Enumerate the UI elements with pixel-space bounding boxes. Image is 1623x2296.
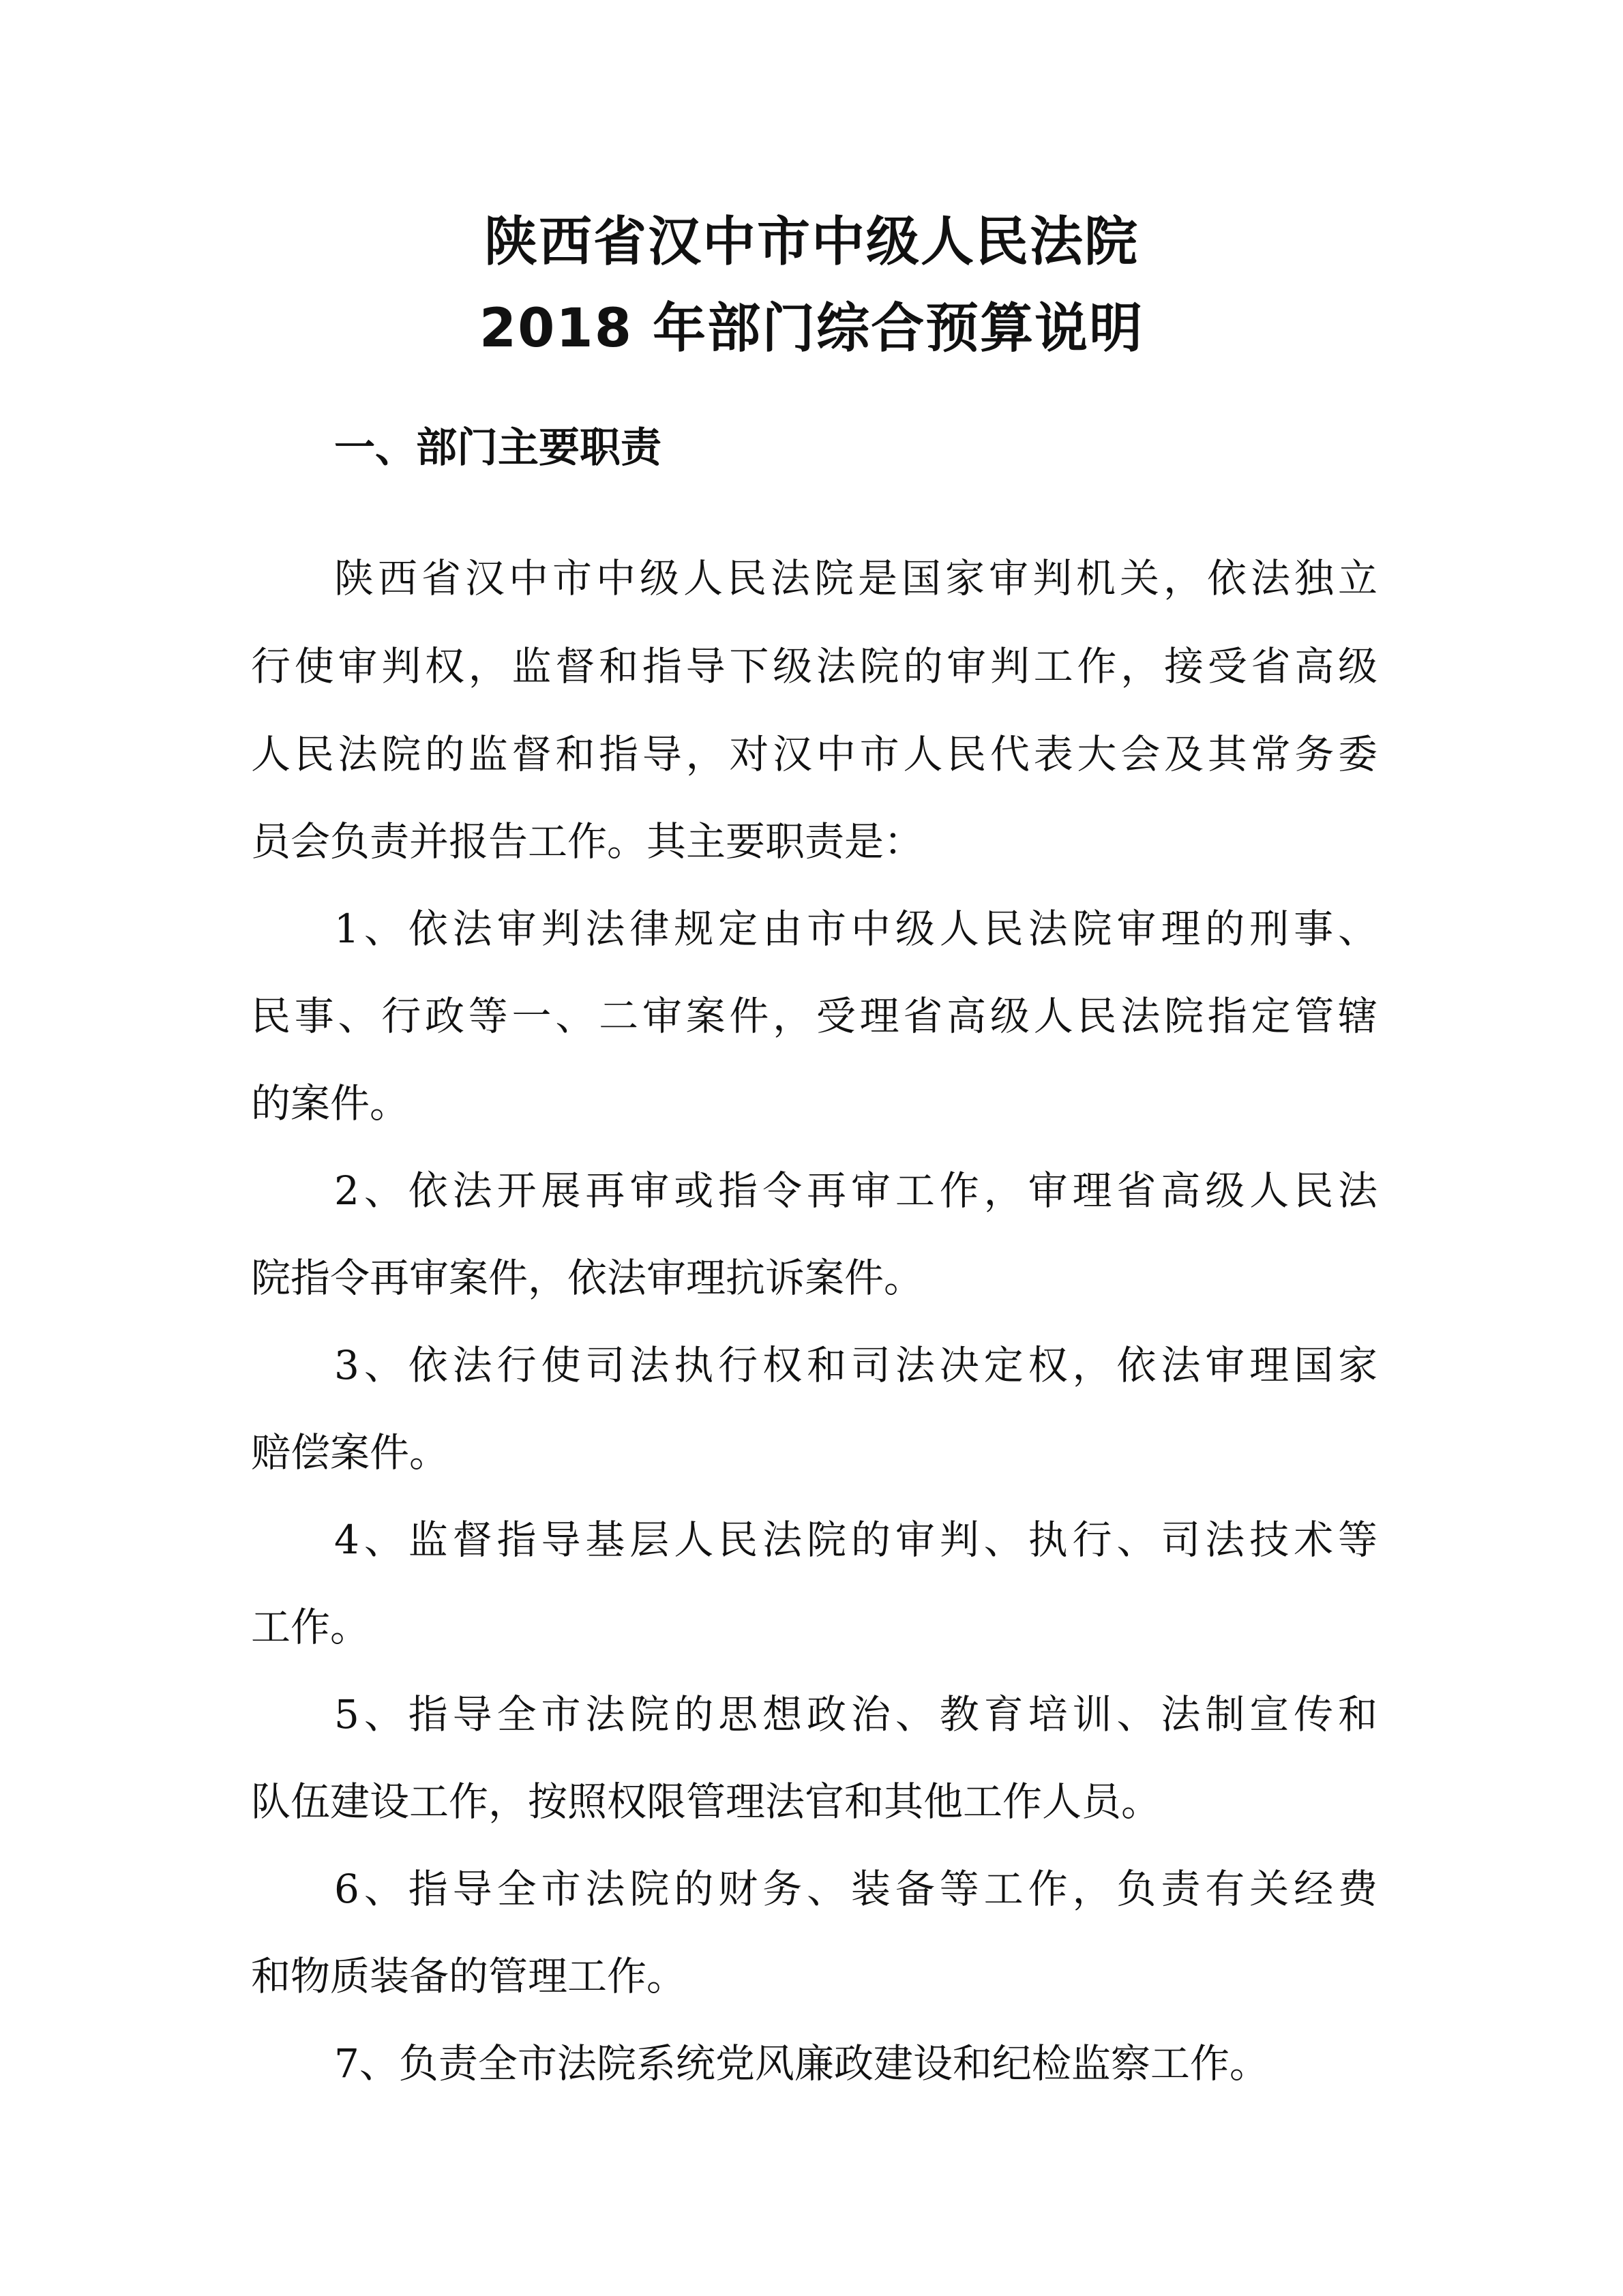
duty-item-1-line: 民事、行政等一、二审案件，受理省高级人民法院指定管辖: [251, 993, 1378, 1039]
intro-paragraph-line: 陕西省汉中市中级人民法院是国家审判机关，依法独立: [334, 555, 1378, 601]
duty-item-3-line: 赔偿案件。: [251, 1429, 449, 1476]
duty-item-5-line: 5、指导全市法院的思想政治、教育培训、法制宣传和: [334, 1691, 1378, 1738]
duty-item-2-line: 院指令再审案件，依法审理抗诉案件。: [251, 1255, 924, 1301]
document-title-line-1: 陕西省汉中市中级人民法院: [483, 211, 1139, 273]
duty-item-7-line: 7、负责全市法院系统党风廉政建设和纪检监察工作。: [334, 2040, 1269, 2087]
intro-paragraph-line: 人民法院的监督和指导，对汉中市人民代表大会及其常务委: [251, 731, 1378, 777]
section-heading: 一、部门主要职责: [334, 424, 661, 472]
duty-item-6-line: 6、指导全市法院的财务、装备等工作，负责有关经费: [334, 1866, 1378, 1912]
document-title-line-2: 2018 年部门综合预算说明: [479, 298, 1144, 359]
intro-paragraph-line: 员会负责并报告工作。其主要职责是：: [251, 818, 924, 865]
duty-item-5-line: 队伍建设工作，按照权限管理法官和其他工作人员。: [251, 1778, 1161, 1825]
duty-item-4-line: 工作。: [251, 1604, 370, 1650]
duty-item-1-line: 的案件。: [251, 1080, 410, 1127]
intro-paragraph-line: 行使审判权，监督和指导下级法院的审判工作，接受省高级: [251, 643, 1378, 689]
duty-item-1-line: 1、依法审判法律规定由市中级人民法院审理的刑事、: [334, 906, 1378, 952]
duty-item-4-line: 4、监督指导基层人民法院的审判、执行、司法技术等: [334, 1517, 1378, 1563]
duty-item-3-line: 3、依法行使司法执行权和司法决定权，依法审理国家: [334, 1342, 1378, 1388]
duty-item-6-line: 和物质装备的管理工作。: [251, 1953, 687, 1999]
duty-item-2-line: 2、依法开展再审或指令再审工作，审理省高级人民法: [334, 1167, 1378, 1214]
